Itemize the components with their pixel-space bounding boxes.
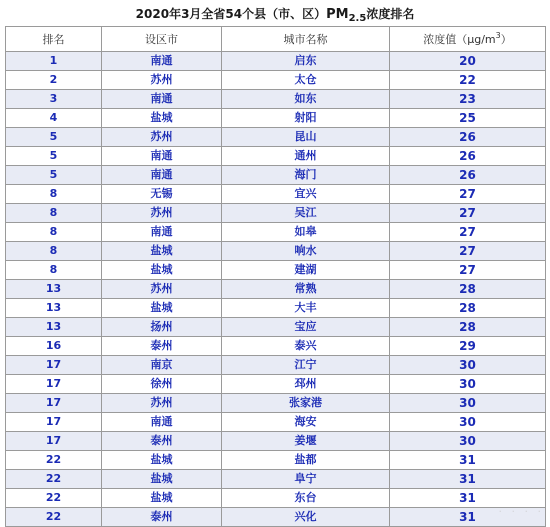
city-cell: 南通: [102, 166, 222, 185]
concentration-cell: 28: [390, 299, 546, 318]
county-cell: 太仓: [222, 71, 390, 90]
concentration-cell: 27: [390, 261, 546, 280]
city-cell: 南通: [102, 223, 222, 242]
table-row: [6, 147, 546, 166]
table-row: [6, 128, 546, 147]
table-row: [6, 223, 546, 242]
concentration-cell: 22: [390, 71, 546, 90]
county-cell: 如皋: [222, 223, 390, 242]
rank-cell: 8: [6, 223, 102, 242]
table-row: [6, 299, 546, 318]
concentration-cell: 30: [390, 356, 546, 375]
concentration-cell: 27: [390, 185, 546, 204]
header-rank: 排名: [6, 27, 102, 52]
city-cell: 泰州: [102, 432, 222, 451]
rank-cell: 8: [6, 185, 102, 204]
title-suffix: 浓度排名: [366, 7, 415, 21]
header-city: 设区市: [102, 27, 222, 52]
table-row: [6, 71, 546, 90]
county-cell: 海安: [222, 413, 390, 432]
rank-cell: 17: [6, 413, 102, 432]
table-row: [6, 337, 546, 356]
table-row: [6, 204, 546, 223]
rank-cell: 8: [6, 261, 102, 280]
table-header: [6, 27, 546, 52]
city-cell: 南通: [102, 413, 222, 432]
city-cell: 盐城: [102, 242, 222, 261]
city-cell: 苏州: [102, 280, 222, 299]
concentration-cell: 30: [390, 432, 546, 451]
rank-cell: 22: [6, 508, 102, 527]
concentration-cell: 26: [390, 147, 546, 166]
rank-cell: 22: [6, 489, 102, 508]
header-concentration: [390, 27, 546, 52]
rank-cell: 2: [6, 71, 102, 90]
rank-cell: 17: [6, 394, 102, 413]
rank-cell: 5: [6, 166, 102, 185]
city-cell: 苏州: [102, 394, 222, 413]
concentration-cell: 26: [390, 128, 546, 147]
concentration-cell: 29: [390, 337, 546, 356]
rank-cell: 4: [6, 109, 102, 128]
table-row: [6, 394, 546, 413]
table-row: [6, 90, 546, 109]
rank-cell: 13: [6, 299, 102, 318]
header-concentration-close: ）: [500, 33, 512, 46]
concentration-cell: 31: [390, 451, 546, 470]
city-cell: 南通: [102, 90, 222, 109]
county-cell: 张家港: [222, 394, 390, 413]
rank-cell: 13: [6, 318, 102, 337]
concentration-cell: 31: [390, 470, 546, 489]
concentration-cell: 31: [390, 489, 546, 508]
county-cell: 大丰: [222, 299, 390, 318]
rank-cell: 5: [6, 128, 102, 147]
city-cell: 盐城: [102, 299, 222, 318]
city-cell: 徐州: [102, 375, 222, 394]
city-cell: 苏州: [102, 204, 222, 223]
ranking-table: [5, 26, 546, 527]
table-row: [6, 52, 546, 71]
county-cell: 吴江: [222, 204, 390, 223]
rank-cell: 1: [6, 52, 102, 71]
county-cell: 江宁: [222, 356, 390, 375]
rank-cell: 3: [6, 90, 102, 109]
county-cell: 启东: [222, 52, 390, 71]
county-cell: 响水: [222, 242, 390, 261]
city-cell: 泰州: [102, 508, 222, 527]
header-concentration-superscript: 3: [495, 31, 501, 40]
county-cell: 如东: [222, 90, 390, 109]
concentration-cell: 27: [390, 223, 546, 242]
rank-cell: 17: [6, 432, 102, 451]
city-cell: 南京: [102, 356, 222, 375]
city-cell: 盐城: [102, 489, 222, 508]
header-concentration-label: 浓度值（μg/m: [423, 33, 496, 46]
city-cell: 无锡: [102, 185, 222, 204]
rank-cell: 17: [6, 356, 102, 375]
county-cell: 宝应: [222, 318, 390, 337]
concentration-cell: 23: [390, 90, 546, 109]
city-cell: 盐城: [102, 451, 222, 470]
table-row: [6, 413, 546, 432]
county-cell: 东台: [222, 489, 390, 508]
concentration-cell: 31: [390, 508, 546, 527]
rank-cell: 8: [6, 242, 102, 261]
county-cell: 通州: [222, 147, 390, 166]
table-row: [6, 470, 546, 489]
title-pm-subscript: 2.5: [348, 13, 367, 24]
city-cell: 盐城: [102, 470, 222, 489]
county-cell: 射阳: [222, 109, 390, 128]
title-pm: PM: [326, 7, 349, 22]
concentration-cell: 25: [390, 109, 546, 128]
county-cell: 盐都: [222, 451, 390, 470]
county-cell: 姜堰: [222, 432, 390, 451]
table-row: [6, 432, 546, 451]
table-row: [6, 185, 546, 204]
city-cell: 南通: [102, 52, 222, 71]
rank-cell: 5: [6, 147, 102, 166]
table-row: [6, 451, 546, 470]
county-cell: 兴化: [222, 508, 390, 527]
concentration-cell: 26: [390, 166, 546, 185]
county-cell: 常熟: [222, 280, 390, 299]
concentration-cell: 27: [390, 242, 546, 261]
concentration-cell: 28: [390, 318, 546, 337]
concentration-cell: 20: [390, 52, 546, 71]
header-row: [6, 27, 546, 52]
header-county: 城市名称: [222, 27, 390, 52]
watermark: · · · ·: [498, 505, 544, 518]
table-row: [6, 166, 546, 185]
table-row: [6, 375, 546, 394]
table-row: [6, 318, 546, 337]
city-cell: 盐城: [102, 261, 222, 280]
county-cell: 建湖: [222, 261, 390, 280]
county-cell: 阜宁: [222, 470, 390, 489]
city-cell: 苏州: [102, 71, 222, 90]
county-cell: 邳州: [222, 375, 390, 394]
county-cell: 海门: [222, 166, 390, 185]
rank-cell: 22: [6, 451, 102, 470]
table-row: [6, 242, 546, 261]
table-row: [6, 280, 546, 299]
city-cell: 泰州: [102, 337, 222, 356]
title-prefix: 2020年3月全省54个县（市、区）: [135, 7, 327, 21]
concentration-cell: 28: [390, 280, 546, 299]
table-row: [6, 356, 546, 375]
rank-cell: 22: [6, 470, 102, 489]
concentration-cell: 30: [390, 375, 546, 394]
rank-cell: 8: [6, 204, 102, 223]
county-cell: 昆山: [222, 128, 390, 147]
table-body: [6, 52, 546, 527]
city-cell: 扬州: [102, 318, 222, 337]
table-row: [6, 261, 546, 280]
county-cell: 宜兴: [222, 185, 390, 204]
table-row: [6, 489, 546, 508]
table-row: [6, 109, 546, 128]
concentration-cell: 27: [390, 204, 546, 223]
table-row: [6, 508, 546, 527]
rank-cell: 17: [6, 375, 102, 394]
county-cell: 泰兴: [222, 337, 390, 356]
city-cell: 盐城: [102, 109, 222, 128]
city-cell: 苏州: [102, 128, 222, 147]
city-cell: 南通: [102, 147, 222, 166]
concentration-cell: 30: [390, 394, 546, 413]
concentration-cell: 30: [390, 413, 546, 432]
rank-cell: 16: [6, 337, 102, 356]
rank-cell: 13: [6, 280, 102, 299]
